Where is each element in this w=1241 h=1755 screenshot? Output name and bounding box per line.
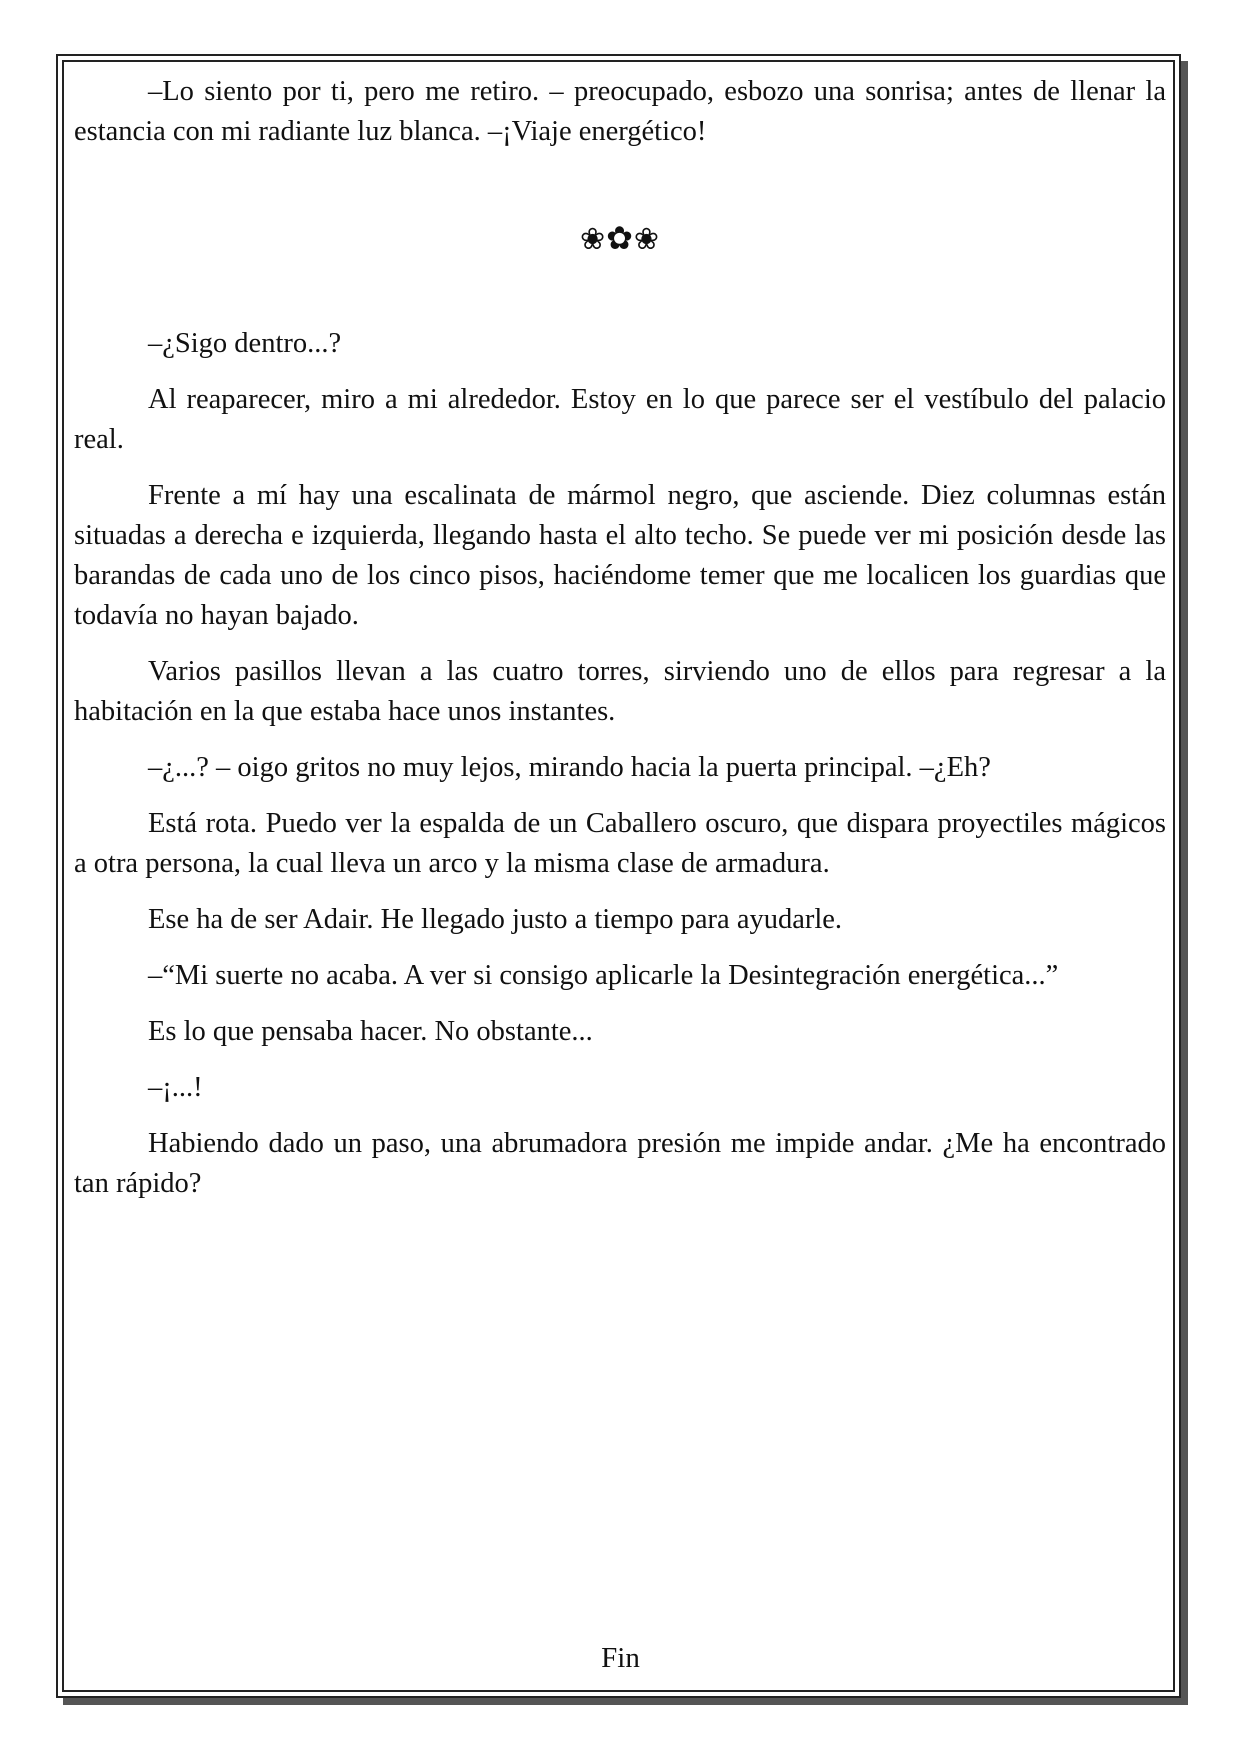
paragraph: –¿...? – oigo gritos no muy lejos, mirando hacia la puerta principal. –¿Eh?: [148, 752, 991, 783]
flower-outline-icon: ❀: [579, 222, 607, 257]
paragraph: –¿Sigo dentro...?: [148, 328, 342, 359]
paragraph: Es lo que pensaba hacer. No obstante...: [148, 1016, 593, 1047]
paragraph: Varios pasillos llevan a las cuatro torres, sirviendo uno de ellos para regresar a la habitación en la que estaba hace unos instantes.: [74, 656, 1166, 727]
paragraph: Habiendo dado un paso, una abrumadora presión me impide andar. ¿Me ha encontrado tan rápido?: [74, 1128, 1166, 1199]
paragraph: Está rota. Puedo ver la espalda de un Caballero oscuro, que dispara proyectiles mágicos a otra persona, la cual lleva un arco y la misma clase de armadura.: [74, 808, 1166, 879]
paragraph: Frente a mí hay una escalinata de mármol negro, que asciende. Diez columnas están situadas a derecha e izquierda, llegando hasta el alto techo. Se puede ver mi posición desde las barandas de cada uno de los cinco pisos, haciéndome temer que me localicen los guardias que todavía no hayan bajado.: [74, 480, 1166, 631]
section-ornament: [74, 218, 1166, 260]
paragraph: Ese ha de ser Adair. He llegado justo a tiempo para ayudarle.: [148, 904, 843, 935]
page-body: [74, 72, 1166, 1220]
paragraph: Al reaparecer, miro a mi alrededor. Estoy en lo que parece ser el vestíbulo del palacio real.: [74, 384, 1166, 455]
paragraph: –“Mi suerte no acaba. A ver si consigo aplicarle la Desintegración energética...”: [148, 960, 1059, 991]
paragraph: –¡...!: [148, 1072, 203, 1103]
page-footer-fin: Fin: [601, 1642, 640, 1674]
flower-filled-icon: ✿: [606, 219, 634, 257]
paragraph: –Lo siento por ti, pero me retiro. – preocupado, esbozo una sonrisa; antes de llenar la estancia con mi radiante luz blanca. –¡Viaje energético!: [74, 76, 1166, 147]
flower-outline-icon: ❀: [633, 222, 661, 257]
